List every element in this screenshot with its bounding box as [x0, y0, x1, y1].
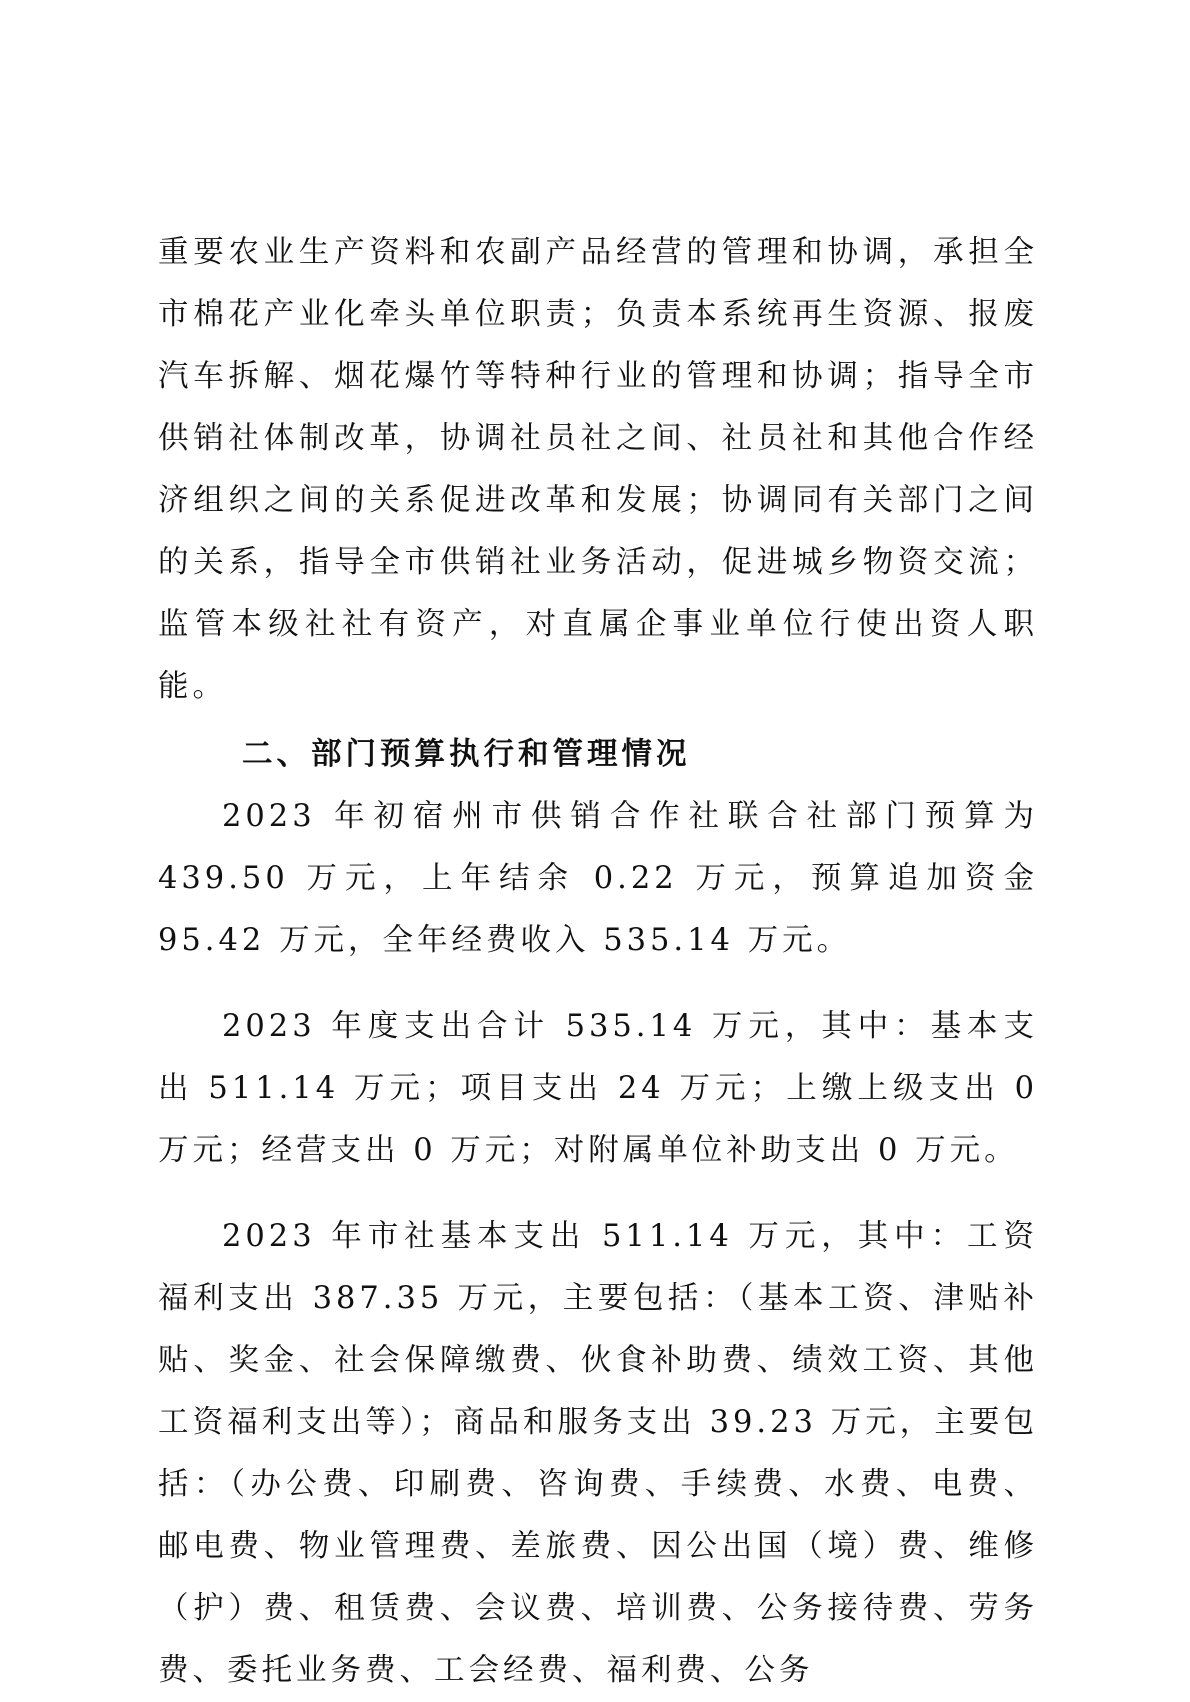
paragraph-duties: 重要农业生产资料和农副产品经营的管理和协调，承担全市棉花产业化牵头单位职责；负责本系统再生资源、报废汽车拆解、烟花爆竹等特种行业的管理和协调；指导全市供销社体制改革，协调社员社之间、社员社和其他合作经济组织之间的关系促进改革和发展；协调同有关部门之间的关系，指导全市供销社业务活动，促进城乡物资交流；监管本级社社有资产，对直属企事业单位行使出资人职能。 — [158, 235, 1038, 704]
paragraph-total-expenditure: 2023 年度支出合计 535.14 万元，其中：基本支出 511.14 万元；项目支出 24 万元；上缴上级支出 0 万元；经营支出 0 万元；对附属单位补助支出 0 万元。 — [158, 1009, 1038, 1168]
document-page — [158, 222, 1038, 1702]
section-heading-budget-execution: 二、部门预算执行和管理情况 — [242, 737, 691, 772]
paragraph-budget-income: 2023 年初宿州市供销合作社联合社部门预算为 439.50 万元，上年结余 0.22 万元，预算追加资金 95.42 万元，全年经费收入 535.14 万元。 — [158, 799, 1038, 958]
paragraph-basic-expenditure: 2023 年市社基本支出 511.14 万元，其中：工资福利支出 387.35 万元，主要包括：（基本工资、津贴补贴、奖金、社会保障缴费、伙食补助费、绩效工资、其他工资福利支出等）；商品和服务支出 39.23 万元，主要包括：（办公费、印刷费、咨询费、手续费、水费、电费、邮电费、物业管理费、差旅费、因公出国（境）费、维修（护）费、租赁费、会议费、培训费、公务接待费、劳务费、委托业务费、工会经费、福利费、公务 — [158, 1219, 1038, 1688]
